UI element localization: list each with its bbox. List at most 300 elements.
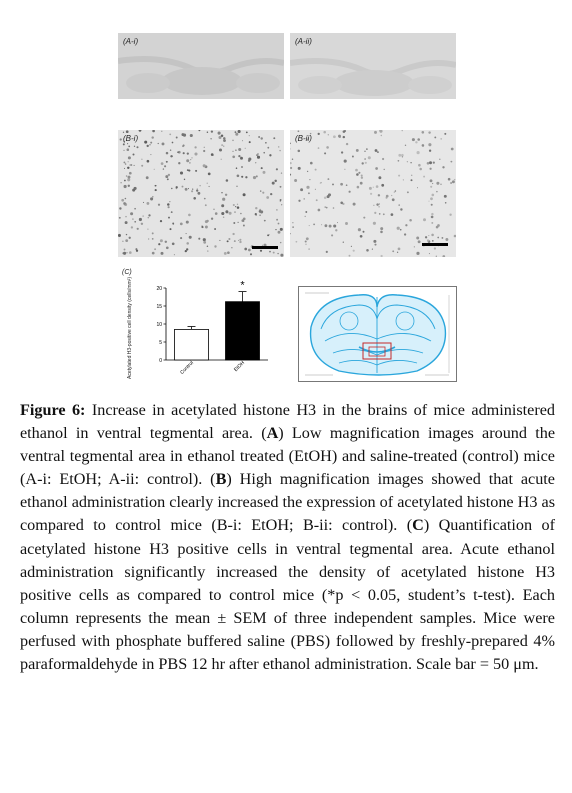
cell-speckle bbox=[280, 228, 283, 231]
cell-speckle bbox=[224, 252, 227, 255]
cell-speckle bbox=[340, 201, 343, 204]
cell-speckle bbox=[355, 169, 358, 172]
cell-speckle bbox=[171, 188, 172, 189]
cell-speckle bbox=[205, 226, 208, 229]
cell-speckle bbox=[129, 237, 131, 239]
cell-speckle bbox=[146, 176, 149, 179]
cell-speckle bbox=[261, 167, 263, 169]
cell-speckle bbox=[323, 131, 326, 134]
cell-speckle bbox=[315, 169, 317, 171]
cell-speckle bbox=[237, 174, 240, 177]
figure-label: Figure 6: bbox=[20, 401, 86, 419]
cell-speckle bbox=[166, 152, 169, 155]
cell-speckle bbox=[168, 206, 170, 208]
cell-speckle bbox=[207, 250, 208, 251]
cell-speckle bbox=[240, 157, 243, 160]
cell-speckle bbox=[239, 241, 241, 243]
cell-speckle bbox=[418, 240, 421, 243]
cell-speckle bbox=[454, 179, 455, 180]
cell-speckle bbox=[158, 243, 160, 245]
atlas-drawing bbox=[299, 287, 456, 381]
y-tick-label: 10 bbox=[156, 321, 162, 328]
cell-speckle bbox=[221, 159, 222, 160]
cell-speckle bbox=[203, 150, 205, 152]
cell-speckle bbox=[366, 249, 369, 252]
cell-speckle bbox=[429, 161, 432, 164]
cell-speckle bbox=[349, 191, 351, 193]
cell-speckle bbox=[352, 156, 354, 158]
cell-speckle bbox=[378, 176, 381, 179]
cell-speckle bbox=[118, 234, 121, 237]
cell-speckle bbox=[120, 138, 122, 140]
cell-speckle bbox=[244, 248, 247, 251]
significance-marker: * bbox=[240, 279, 245, 292]
cell-speckle bbox=[214, 245, 216, 247]
cell-speckle bbox=[325, 206, 326, 207]
cell-speckle bbox=[134, 165, 135, 166]
cell-speckle bbox=[238, 130, 241, 133]
cell-speckle bbox=[281, 172, 282, 173]
cell-speckle bbox=[132, 218, 134, 220]
cell-speckle bbox=[128, 156, 131, 159]
cell-speckle bbox=[202, 226, 203, 227]
cell-speckle bbox=[223, 217, 224, 218]
cell-speckle bbox=[264, 220, 266, 222]
cell-speckle bbox=[205, 204, 207, 206]
cell-speckle bbox=[235, 149, 237, 151]
cell-speckle bbox=[417, 138, 420, 141]
cell-speckle bbox=[398, 175, 400, 177]
cell-speckle bbox=[376, 203, 378, 205]
cell-speckle bbox=[403, 179, 404, 180]
cell-speckle bbox=[186, 242, 189, 245]
paren: ) bbox=[226, 470, 232, 489]
cell-speckle bbox=[184, 179, 185, 180]
cell-speckle bbox=[259, 214, 261, 216]
y-tick-label: 15 bbox=[156, 303, 162, 310]
cell-speckle bbox=[149, 144, 150, 145]
cell-speckle bbox=[358, 228, 361, 231]
cell-speckle bbox=[127, 178, 130, 181]
cell-speckle bbox=[434, 247, 436, 249]
cell-speckle bbox=[249, 135, 250, 136]
cell-speckle bbox=[150, 154, 151, 155]
cell-speckle bbox=[445, 238, 448, 241]
cell-speckle bbox=[169, 133, 171, 135]
cell-speckle bbox=[147, 145, 149, 147]
cell-speckle bbox=[170, 149, 171, 150]
cell-speckle bbox=[221, 204, 224, 207]
cell-speckle bbox=[240, 213, 242, 215]
cell-speckle bbox=[123, 150, 124, 151]
cell-speckle bbox=[407, 191, 409, 193]
cell-speckle bbox=[186, 159, 189, 162]
cell-speckle bbox=[432, 240, 434, 242]
cell-speckle bbox=[180, 223, 183, 226]
cell-speckle bbox=[370, 193, 372, 195]
cell-speckle bbox=[189, 236, 192, 239]
cell-speckle bbox=[344, 130, 346, 132]
cell-speckle bbox=[316, 199, 318, 201]
panel-label: (C) bbox=[122, 269, 132, 276]
cell-speckle bbox=[298, 200, 300, 202]
cell-speckle bbox=[191, 190, 193, 192]
cell-speckle bbox=[451, 148, 454, 151]
cell-speckle bbox=[292, 222, 293, 223]
cell-speckle bbox=[203, 241, 206, 244]
cell-speckle bbox=[404, 233, 406, 235]
cell-speckle bbox=[262, 192, 264, 194]
cell-speckle bbox=[361, 174, 363, 176]
cell-speckle bbox=[318, 147, 320, 149]
cell-speckle bbox=[256, 175, 258, 177]
cell-speckle bbox=[161, 162, 164, 165]
cell-speckle bbox=[123, 132, 124, 133]
cell-speckle bbox=[392, 250, 394, 252]
cell-speckle bbox=[400, 229, 402, 231]
cell-speckle bbox=[429, 168, 431, 170]
cell-speckle bbox=[164, 165, 166, 167]
cell-speckle bbox=[125, 239, 128, 242]
cell-speckle bbox=[191, 157, 192, 158]
cell-speckle bbox=[436, 256, 437, 257]
cell-speckle bbox=[280, 254, 283, 257]
cell-speckle bbox=[422, 144, 425, 147]
cell-speckle bbox=[260, 190, 261, 191]
cell-speckle bbox=[127, 167, 129, 169]
cell-speckle bbox=[423, 218, 426, 221]
cell-speckle bbox=[445, 202, 447, 204]
cell-speckle bbox=[373, 187, 374, 188]
cell-speckle bbox=[305, 243, 307, 245]
cell-speckle bbox=[236, 167, 238, 169]
cell-speckle bbox=[192, 189, 193, 190]
cell-speckle bbox=[349, 255, 351, 257]
cell-speckle bbox=[328, 134, 329, 135]
cell-speckle bbox=[417, 187, 418, 188]
cell-speckle bbox=[189, 162, 190, 163]
cell-speckle bbox=[215, 212, 218, 215]
cell-speckle bbox=[135, 248, 137, 250]
cell-speckle bbox=[436, 226, 439, 229]
cell-speckle bbox=[234, 211, 236, 213]
cell-speckle bbox=[379, 203, 380, 204]
cell-speckle bbox=[373, 240, 376, 243]
cell-speckle bbox=[170, 228, 172, 230]
cell-speckle bbox=[152, 238, 154, 240]
cell-speckle bbox=[160, 220, 162, 222]
cell-speckle bbox=[127, 148, 130, 151]
cell-speckle bbox=[452, 180, 455, 183]
cell-speckle bbox=[306, 237, 309, 240]
cell-speckle bbox=[207, 183, 208, 184]
cell-speckle bbox=[134, 221, 136, 223]
caption-b-text: High magnification images showed that acute ethanol administration clearly increased the expression of acetylated histone H3 as compared to control mice (B-i: EtOH; B-ii: control). bbox=[20, 470, 555, 535]
cell-speckle bbox=[397, 227, 400, 230]
cell-speckle bbox=[161, 252, 164, 255]
cell-speckle bbox=[219, 148, 222, 151]
cell-speckle bbox=[449, 214, 451, 216]
cell-speckle bbox=[442, 166, 444, 168]
cell-speckle bbox=[194, 152, 197, 155]
cell-speckle bbox=[360, 182, 363, 185]
panel-b-i bbox=[118, 130, 284, 257]
cell-speckle bbox=[238, 240, 239, 241]
cell-speckle bbox=[416, 252, 419, 255]
cell-speckle bbox=[233, 204, 235, 206]
cell-speckle bbox=[210, 138, 211, 139]
panel-label: (B-ii) bbox=[295, 134, 312, 143]
cell-speckle bbox=[364, 158, 366, 160]
cell-speckle bbox=[130, 164, 132, 166]
cell-speckle bbox=[255, 213, 257, 215]
cell-speckle bbox=[368, 156, 371, 159]
cell-speckle bbox=[235, 206, 236, 207]
cell-speckle bbox=[222, 198, 225, 201]
cell-speckle bbox=[155, 189, 157, 191]
cell-speckle bbox=[211, 218, 213, 220]
high-mag-control-image bbox=[290, 130, 456, 257]
cell-speckle bbox=[221, 212, 224, 215]
cell-speckle bbox=[416, 237, 419, 240]
cell-speckle bbox=[428, 201, 429, 202]
cell-speckle bbox=[165, 241, 167, 243]
cell-speckle bbox=[152, 252, 155, 255]
cell-speckle bbox=[346, 143, 348, 145]
cell-speckle bbox=[440, 138, 442, 140]
cell-speckle bbox=[121, 199, 124, 202]
cell-speckle bbox=[255, 207, 257, 209]
cell-speckle bbox=[256, 154, 258, 156]
cell-speckle bbox=[321, 224, 322, 225]
cell-speckle bbox=[253, 176, 256, 179]
cell-speckle bbox=[243, 220, 244, 221]
cell-speckle bbox=[423, 176, 425, 178]
cell-speckle bbox=[124, 249, 126, 251]
cell-speckle bbox=[211, 130, 213, 132]
cell-speckle bbox=[128, 185, 130, 187]
cell-speckle bbox=[119, 207, 121, 209]
cell-speckle bbox=[401, 154, 404, 157]
cell-speckle bbox=[273, 252, 275, 254]
cell-speckle bbox=[377, 151, 379, 153]
cell-speckle bbox=[182, 186, 184, 188]
cell-speckle bbox=[444, 195, 447, 198]
cell-speckle bbox=[152, 196, 154, 198]
cell-speckle bbox=[147, 228, 148, 229]
cell-speckle bbox=[333, 135, 336, 138]
cell-speckle bbox=[239, 239, 241, 241]
cell-speckle bbox=[141, 223, 143, 225]
cell-speckle bbox=[360, 235, 363, 238]
cell-speckle bbox=[141, 165, 143, 167]
cell-speckle bbox=[427, 239, 429, 241]
cell-speckle bbox=[363, 231, 365, 233]
cell-speckle bbox=[255, 162, 256, 163]
y-tick-label: 0 bbox=[159, 357, 162, 364]
caption-letter-c: C bbox=[412, 516, 424, 535]
cell-speckle bbox=[223, 137, 226, 140]
cell-speckle bbox=[248, 158, 251, 161]
cell-speckle bbox=[228, 238, 230, 240]
cell-speckle bbox=[169, 201, 170, 202]
cell-speckle bbox=[267, 234, 269, 236]
cell-speckle bbox=[431, 234, 434, 237]
cell-speckle bbox=[183, 152, 185, 154]
cell-speckle bbox=[187, 169, 189, 171]
cell-speckle bbox=[241, 166, 243, 168]
cell-speckle bbox=[429, 150, 431, 152]
cell-speckle bbox=[248, 249, 251, 252]
cell-speckle bbox=[119, 217, 121, 219]
cell-speckle bbox=[324, 197, 327, 200]
cell-speckle bbox=[305, 240, 307, 242]
cell-speckle bbox=[197, 188, 198, 189]
cell-speckle bbox=[374, 212, 376, 214]
cell-speckle bbox=[318, 133, 320, 135]
cell-speckle bbox=[125, 198, 127, 200]
cell-speckle bbox=[384, 169, 385, 170]
cell-speckle bbox=[400, 208, 402, 210]
cell-speckle bbox=[190, 134, 193, 137]
cell-speckle bbox=[277, 253, 278, 254]
cell-speckle bbox=[436, 182, 439, 185]
cell-speckle bbox=[278, 223, 280, 225]
bar-etoh bbox=[226, 302, 260, 360]
cell-speckle bbox=[128, 161, 129, 162]
cell-speckle bbox=[378, 194, 380, 196]
cell-speckle bbox=[398, 204, 400, 206]
cell-speckle bbox=[365, 162, 367, 164]
cell-speckle bbox=[357, 186, 360, 189]
cell-speckle bbox=[366, 148, 368, 150]
cell-speckle bbox=[310, 162, 313, 165]
cell-speckle bbox=[304, 216, 305, 217]
cell-speckle bbox=[158, 204, 160, 206]
cell-speckle bbox=[398, 154, 401, 157]
cell-speckle bbox=[143, 202, 144, 203]
figure-6 bbox=[0, 0, 572, 395]
cell-speckle bbox=[315, 189, 316, 190]
cell-speckle bbox=[127, 143, 128, 144]
cell-speckle bbox=[422, 131, 425, 134]
cell-speckle bbox=[313, 223, 315, 225]
cell-speckle bbox=[227, 251, 230, 254]
cell-speckle bbox=[123, 143, 125, 145]
cell-speckle bbox=[292, 226, 294, 228]
cell-speckle bbox=[181, 133, 184, 136]
cell-speckle bbox=[412, 138, 415, 141]
cell-speckle bbox=[178, 162, 180, 164]
cell-speckle bbox=[218, 136, 221, 139]
cell-speckle bbox=[405, 224, 407, 226]
cell-speckle bbox=[329, 225, 332, 228]
cell-speckle bbox=[431, 222, 433, 224]
cell-speckle bbox=[125, 221, 128, 224]
cell-speckle bbox=[171, 155, 173, 157]
cell-speckle bbox=[167, 178, 169, 180]
cell-speckle bbox=[128, 146, 130, 148]
cell-speckle bbox=[154, 169, 155, 170]
cell-speckle bbox=[213, 208, 215, 210]
cell-speckle bbox=[372, 249, 373, 250]
cell-speckle bbox=[245, 176, 247, 178]
cell-speckle bbox=[409, 219, 412, 222]
cell-speckle bbox=[440, 184, 442, 186]
cell-speckle bbox=[176, 186, 178, 188]
cell-speckle bbox=[257, 156, 260, 159]
cell-speckle bbox=[374, 131, 377, 134]
cell-speckle bbox=[407, 161, 408, 162]
cell-speckle bbox=[147, 160, 150, 163]
cell-speckle bbox=[161, 131, 162, 132]
cell-speckle bbox=[344, 160, 347, 163]
cell-speckle bbox=[274, 180, 276, 182]
cell-speckle bbox=[166, 246, 169, 249]
cell-speckle bbox=[436, 191, 438, 193]
cell-speckle bbox=[343, 242, 344, 243]
cell-speckle bbox=[172, 142, 174, 144]
cell-speckle bbox=[450, 161, 452, 163]
cell-speckle bbox=[434, 136, 436, 138]
cell-speckle bbox=[278, 231, 281, 234]
cell-speckle bbox=[428, 235, 429, 236]
cell-speckle bbox=[180, 171, 183, 174]
cell-speckle bbox=[397, 252, 398, 253]
cell-speckle bbox=[124, 185, 127, 188]
cell-speckle bbox=[139, 218, 142, 221]
cell-speckle bbox=[166, 161, 168, 163]
cell-speckle bbox=[431, 204, 433, 206]
cell-speckle bbox=[294, 179, 297, 182]
cell-speckle bbox=[260, 250, 262, 252]
cell-speckle bbox=[221, 144, 222, 145]
cell-speckle bbox=[155, 185, 157, 187]
cell-speckle bbox=[207, 245, 209, 247]
cell-speckle bbox=[386, 195, 389, 198]
cell-speckle bbox=[185, 250, 187, 252]
cell-speckle bbox=[162, 142, 165, 145]
low-mag-control-image bbox=[290, 33, 456, 99]
cell-speckle bbox=[227, 240, 229, 242]
cell-speckle bbox=[425, 236, 427, 238]
cell-speckle bbox=[188, 214, 191, 217]
cell-speckle bbox=[276, 219, 278, 221]
cell-speckle bbox=[123, 202, 126, 205]
cell-speckle bbox=[144, 141, 147, 144]
cell-speckle bbox=[269, 154, 271, 156]
cell-speckle bbox=[395, 190, 397, 192]
caption-letter-a: A bbox=[266, 424, 279, 443]
cell-speckle bbox=[280, 200, 281, 201]
cell-speckle bbox=[405, 145, 406, 146]
cell-speckle bbox=[430, 186, 432, 188]
x-tick-label: EtOH bbox=[233, 360, 246, 374]
cell-speckle bbox=[225, 194, 227, 196]
cell-speckle bbox=[199, 185, 201, 187]
cell-speckle bbox=[132, 189, 135, 192]
cell-speckle bbox=[160, 239, 163, 242]
cell-speckle bbox=[439, 158, 441, 160]
cell-speckle bbox=[333, 224, 336, 227]
cell-speckle bbox=[298, 130, 300, 132]
cell-speckle bbox=[187, 152, 189, 154]
cell-speckle bbox=[237, 204, 238, 205]
cell-speckle bbox=[125, 163, 127, 165]
cell-speckle bbox=[272, 182, 275, 185]
cell-speckle bbox=[237, 206, 240, 209]
cell-speckle bbox=[235, 131, 237, 133]
